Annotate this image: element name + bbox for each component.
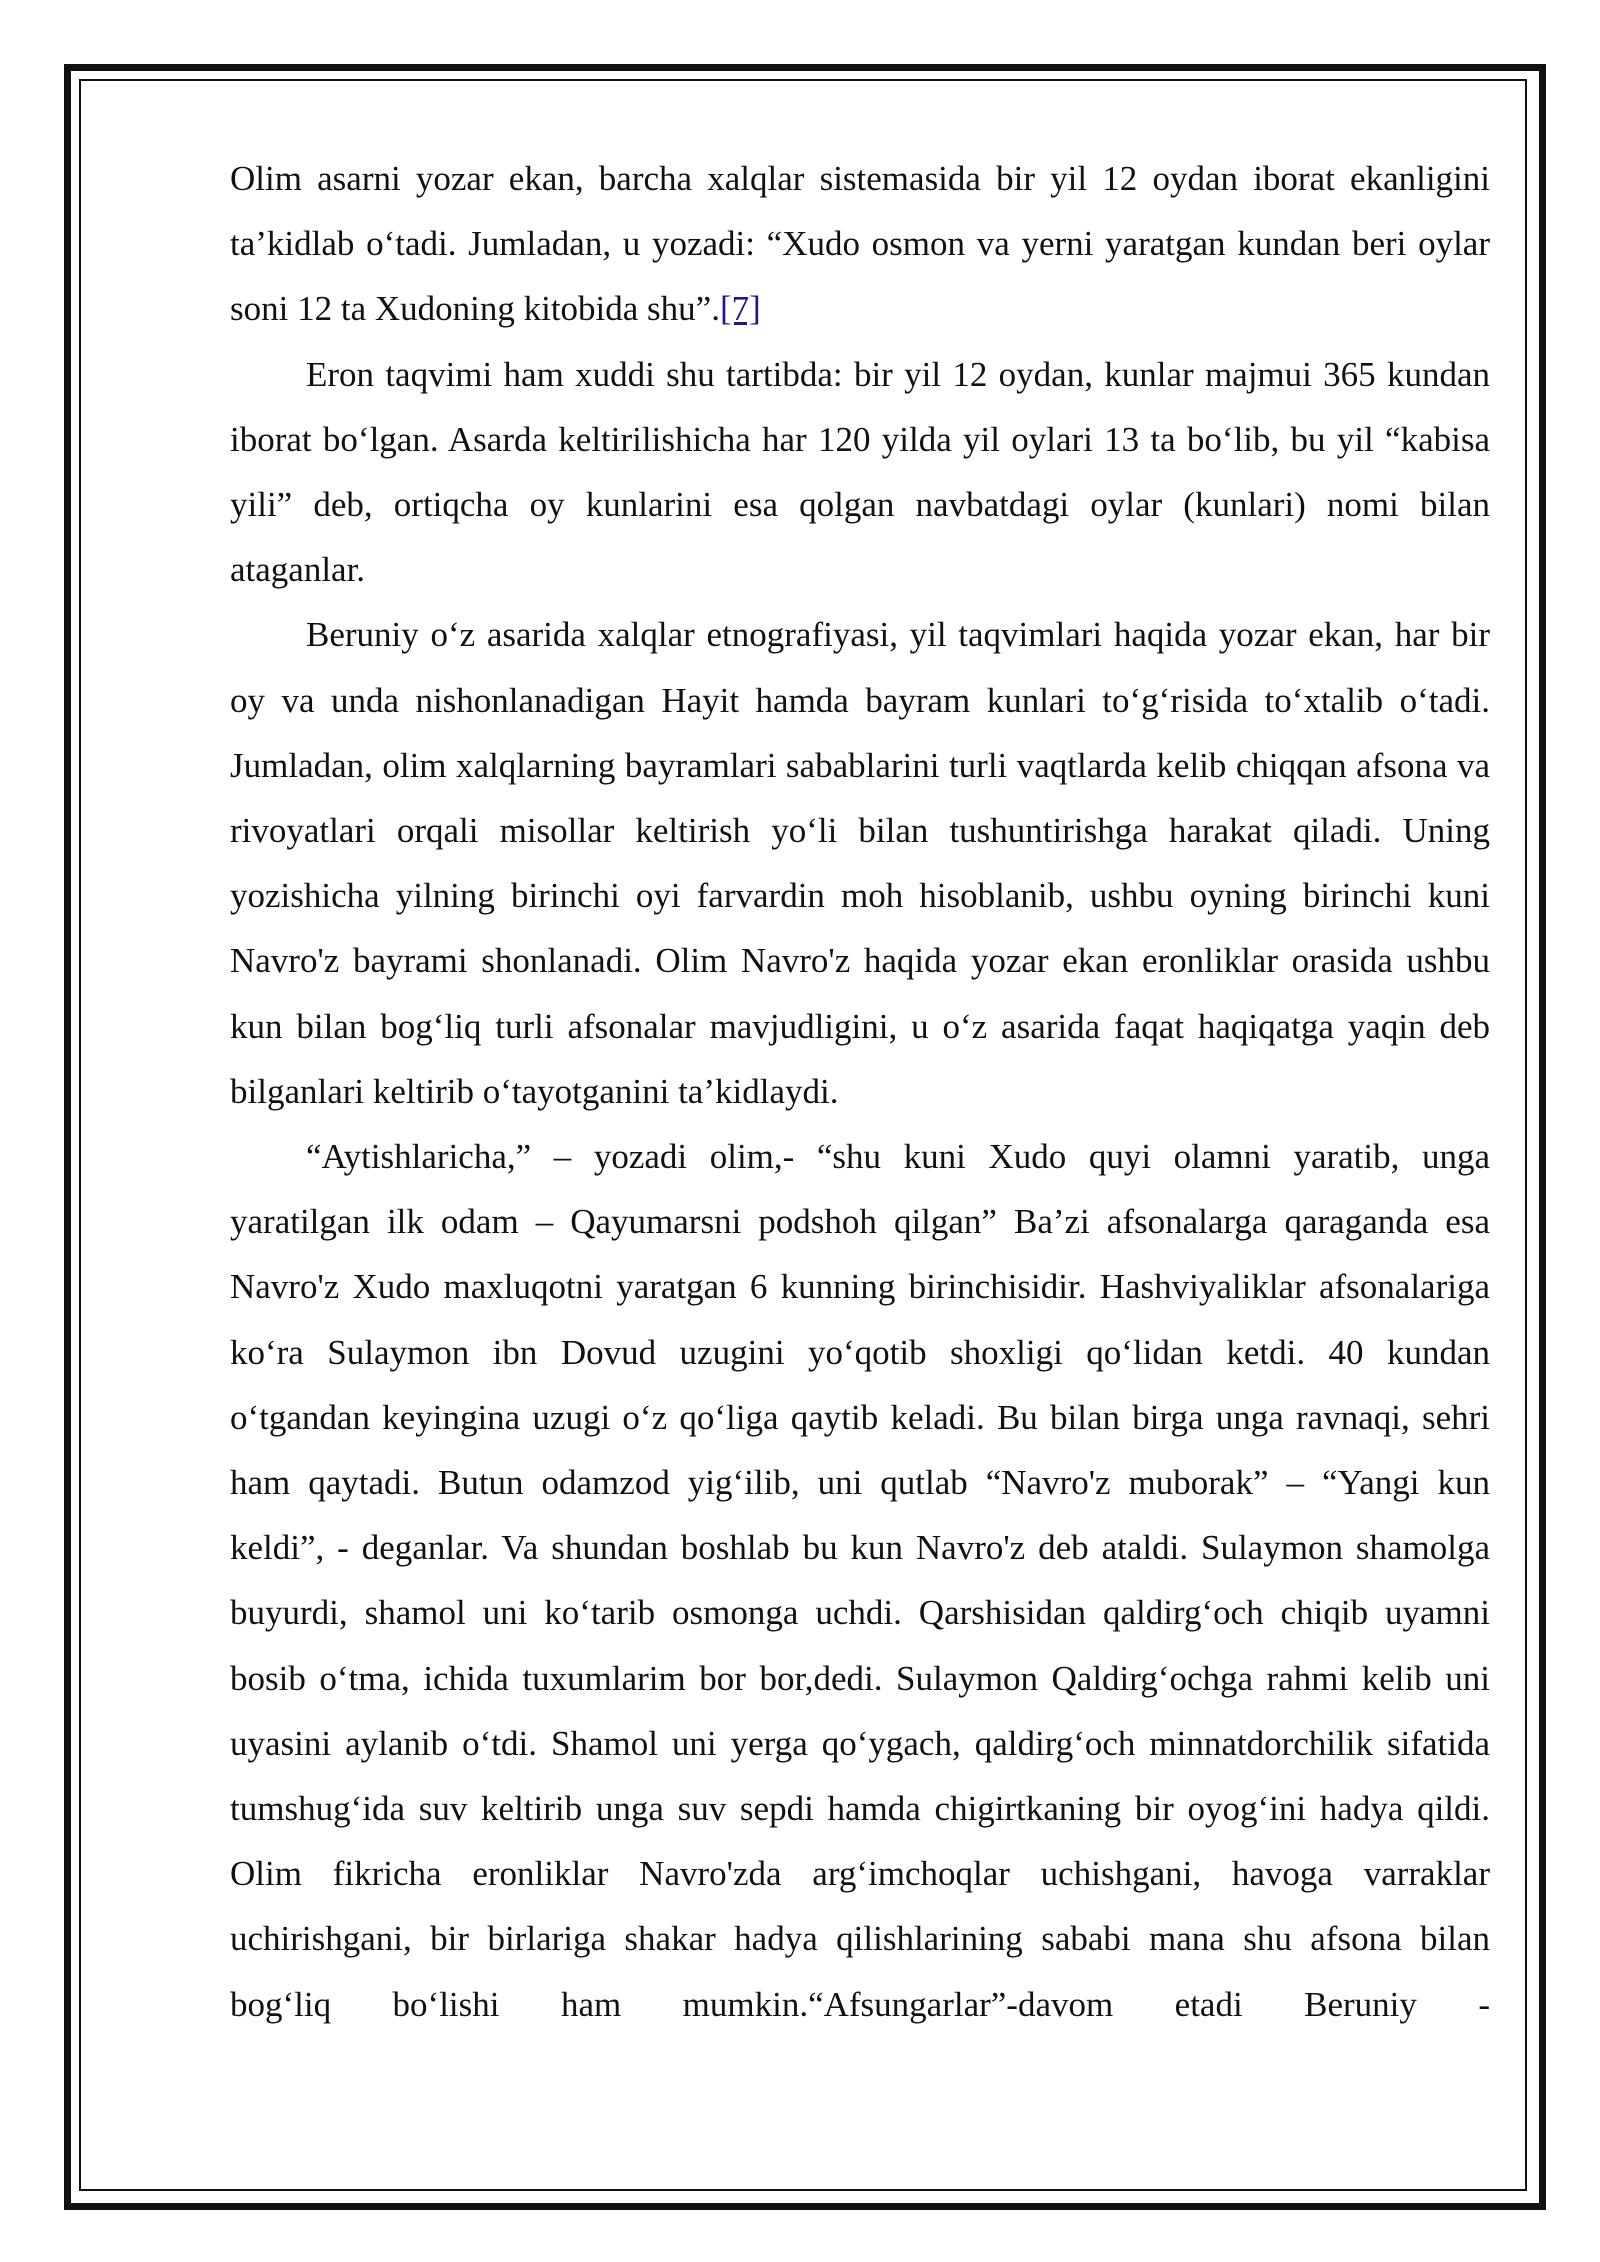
footnote-reference-link[interactable]: [7] (719, 289, 761, 329)
paragraph-text: Olim asarni yozar ekan, barcha xalqlar sistemasida bir yil 12 oydan iborat ekanligini ta’kidlab o‘tadi. Jumladan, u yozadi: “Xudo osmon va yerni yaratgan kundan beri oylar soni 12 ta Xudoning kitobida shu”. (230, 159, 1490, 329)
document-body (230, 146, 1490, 2037)
paragraph-iran-calendar: Eron taqvimi ham xuddi shu tartibda: bir yil 12 oydan, kunlar majmui 365 kundan iborat bo‘lgan. Asarda keltirilishicha har 120 yilda yil oylari 13 ta bo‘lib, bu yil “kabisa yili” deb, ortiqcha oy kunlarini esa qolgan navbatdagi oylar (kunlari) nomi bilan ataganlar. (230, 354, 1490, 590)
paragraph-navruz-legends: “Aytishlaricha,” – yozadi olim,- “shu kuni Xudo quyi olamni yaratib, unga yaratilgan ilk odam – Qayumarsni podshoh qilgan” Ba’zi afsonalarga qaraganda esa Navro'z Xudo maxluqotni yaratgan 6 kunning birinchisidir. Hashviyaliklar afsonalariga ko‘ra Sulaymon ibn Dovud uzugini yo‘qotib shoxligi qo‘lidan ketdi. 40 kundan o‘tgandan keyingina uzugi o‘z qo‘liga qaytib keladi. Bu bilan birga unga ravnaqi, sehri ham qaytadi. Butun odamzod yig‘ilib, uni qutlab “Navro'z muborak” – “Yangi kun keldi”, - deganlar. Va shundan boshlab bu kun Navro'z deb ataldi. Sulaymon shamolga buyurdi, shamol uni ko‘tarib osmonga uchdi. Qarshisidan qaldirg‘och chiqib uyamni bosib o‘tma, ichida tuxumlarim bor bor,dedi. Sulaymon Qaldirg‘ochga rahmi kelib uni uyasini aylanib o‘tdi. Shamol uni yerga qo‘ygach, qaldirg‘och minnatdorchilik sifatida tumshug‘ida suv keltirib unga suv sepdi hamda chigirtkaning bir oyog‘ini hadya qildi. Olim fikricha eronliklar Navro'zda arg‘imchoqlar uchishgani, havoga varraklar uchirishgani, bir birlariga shakar hadya qilishlarining sababi mana shu afsona bilan bog‘liq bo‘lishi ham mumkin.“Afsungarlar”-davom etadi Beruniy - (230, 1137, 1490, 2024)
paragraph-calendar-months (230, 146, 1490, 342)
paragraph-beruniy-ethnography: Beruniy o‘z asarida xalqlar etnografiyasi, yil taqvimlari haqida yozar ekan, har bir oy va unda nishonlanadigan Hayit hamda bayram kunlari to‘g‘risida to‘xtalib o‘tadi. Jumladan, olim xalqlarning bayramlari sabablarini turli vaqtlarda kelib chiqqan afsona va rivoyatlari orqali misollar keltirish yo‘li bilan tushuntirishga harakat qiladi. Uning yozishicha yilning birinchi oyi farvardin moh hisoblanib, ushbu oyning birinchi kuni Navro'z bayrami shonlanadi. Olim Navro'z haqida yozar ekan eronliklar orasida ushbu kun bilan bog‘liq turli afsonalar mavjudligini, u o‘z asarida faqat haqiqatga yaqin deb bilganlari keltirib o‘tayotganini ta’kidlaydi. (230, 615, 1490, 1111)
